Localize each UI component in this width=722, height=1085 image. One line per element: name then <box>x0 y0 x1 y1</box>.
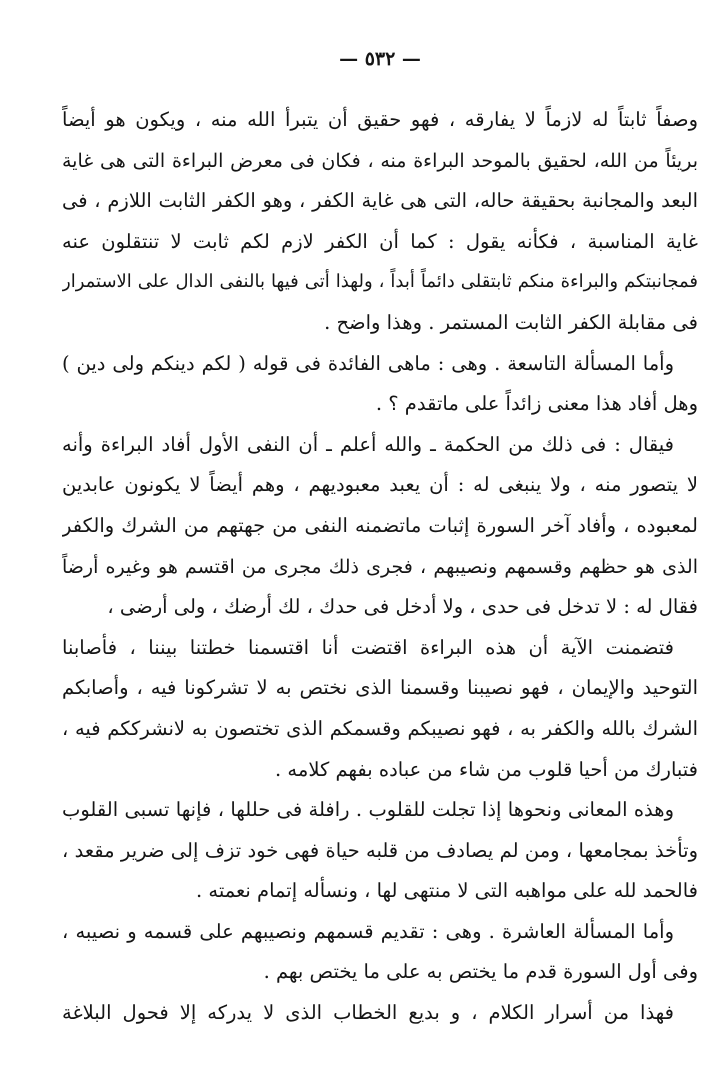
text-line: وصفاً ثابتاً له لازماً لا يفارقه ، فهو حقيق أن يتبرأ الله منه ، ويكون هو أيضاً <box>62 108 698 131</box>
text-line: فتضمنت الآية أن هذه البراءة اقتضت أنا اقتسمنا خطتنا بيننا ، فأصابنا <box>62 635 674 659</box>
text-line: بريئاً من الله، لحقيق بالموحد البراءة منه ، فكان فى معرض البراءة التى هى غاية <box>62 149 698 172</box>
text-line: وفى أول السورة قدم ما يختص به على ما يختص بهم . <box>263 960 698 984</box>
text-line: وهل أفاد هذا معنى زائداً على ماتقدم ؟ . <box>375 392 698 416</box>
text-line: فى مقابلة الكفر الثابت المستمر . وهذا واضح . <box>324 310 698 334</box>
text-line: فيقال : فى ذلك من الحكمة ـ والله أعلم ـ أن النفى الأول أفاد البراءة وأنه <box>62 432 674 456</box>
body-text <box>62 100 698 1034</box>
book-page <box>62 0 698 1085</box>
text-line: لمعبوده ، وأفاد آخر السورة إثبات ماتضمنه النفى من جهتهم من الشرك والكفر <box>62 513 698 537</box>
text-line: الذى هو حظهم وقسمهم ونصيبهم ، فجرى ذلك مجرى من اقتسم هو وغيره أرضاً <box>62 555 698 578</box>
page-number: — ٥٣٢ — <box>339 48 421 70</box>
text-line: وتأخذ بمجامعها ، ومن لم يصادف من قلبه حياة فهى خود تزف إلى ضرير مقعد ، <box>62 838 698 862</box>
text-line: وهذه المعانى ونحوها إذا تجلت للقلوب . رافلة فى حللها ، فإنها تسبى القلوب <box>62 798 674 822</box>
text-line: الشرك بالله والكفر به ، فهو نصيبكم وقسمكم الذى تختصون به لانشرككم فيه ، <box>62 716 698 740</box>
text-line: فهذا من أسرار الكلام ، و بديع الخطاب الذى لا يدركه إلا فحول البلاغة <box>62 1001 674 1025</box>
text-line: فتبارك من أحيا قلوب من شاء من عباده بفهم كلامه . <box>275 757 698 781</box>
text-line: غاية المناسبة ، فكأنه يقول : كما أن الكفر لازم لكم ثابت لا تنتقلون عنه <box>62 229 698 253</box>
text-line: لا يتصور منه ، ولا ينبغى له : أن يعبد معبوديهم ، وهم أيضاً لا يكونون عابدين <box>62 473 698 497</box>
text-line: وأما المسألة العاشرة . وهى : تقديم قسمهم ونصيبهم على قسمه و نصيبه ، <box>62 919 674 943</box>
text-line: فقال له : لا تدخل فى حدى ، ولا أدخل فى حدك ، لك أرضك ، ولى أرضى ، <box>107 595 698 619</box>
text-line: فمجانبتكم والبراءة منكم ثابتقلى دائماً أبداً ، ولهذا أتى فيها بالنفى الدال على الاستمرار <box>62 271 698 293</box>
text-line: التوحيد والإيمان ، فهو نصيبنا وقسمنا الذى نختص به لا تشركونا فيه ، وأصابكم <box>62 676 698 700</box>
text-line: البعد والمجانبة بحقيقة حاله، التى هى غاية الكفر ، وهو الكفر الثابت اللازم ، فى <box>62 189 698 213</box>
text-line: وأما المسألة التاسعة . وهى : ماهى الفائدة فى قوله ( لكم دينكم ولى دين ) <box>62 351 674 375</box>
text-line: فالحمد لله على مواهبه التى لا منتهى لها ، ونسأله إتمام نعمته . <box>195 879 698 903</box>
